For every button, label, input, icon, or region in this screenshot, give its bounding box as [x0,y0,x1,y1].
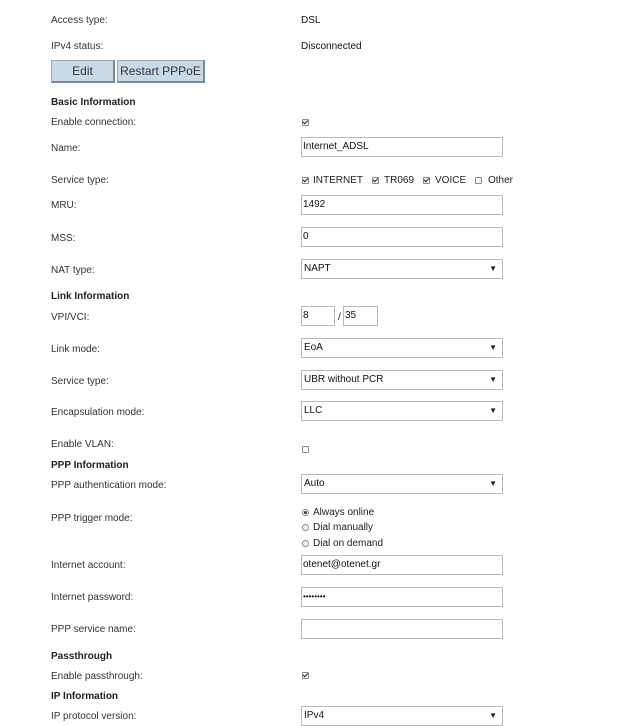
trigger-always-online-radio[interactable] [302,509,309,516]
ipv4-status-label: IPv4 status: [51,41,104,52]
ip-protocol-version-label: IP protocol version: [51,711,137,722]
service-voice-label: VOICE [435,175,467,186]
nat-type-value: NAPT [304,263,331,274]
vpi-vci-label: VPI/VCI: [51,312,90,323]
ppp-service-name-label: PPP service name: [51,624,136,635]
encapsulation-mode-select[interactable] [301,401,503,421]
internet-password-input[interactable]: •••••••• [301,587,503,607]
mru-label: MRU: [51,200,77,211]
service-other-label: Other [488,175,514,186]
link-service-type-label: Service type: [51,376,109,387]
basic-information-heading: Basic Information [51,97,136,108]
ppp-auth-mode-label: PPP authentication mode: [51,480,167,491]
ppp-information-heading: PPP Information [51,460,129,471]
ip-information-heading: IP Information [51,691,119,702]
vpi-vci-separator: / [338,312,341,323]
nat-type-select[interactable] [301,259,503,279]
enable-connection-label: Enable connection: [51,117,137,128]
internet-account-input[interactable]: otenet@otenet.gr [301,555,503,575]
enable-passthrough-label: Enable passthrough: [51,671,143,682]
link-service-type-select[interactable] [301,370,503,390]
internet-password-label: Internet password: [51,592,134,603]
chevron-down-icon: ▼ [489,406,497,415]
name-input[interactable]: Internet_ADSL [301,137,503,157]
service-tr069-checkbox[interactable] [372,177,379,184]
ip-protocol-version-select[interactable] [301,706,503,726]
enable-vlan-label: Enable VLAN: [51,439,114,450]
enable-passthrough-checkbox[interactable] [302,672,309,679]
internet-account-label: Internet account: [51,560,126,571]
ip-protocol-version-value: IPv4 [304,710,325,721]
mss-input[interactable]: 0 [301,227,503,247]
chevron-down-icon: ▼ [489,711,497,720]
chevron-down-icon: ▼ [489,375,497,384]
access-type-label: Access type: [51,15,108,26]
ppp-auth-mode-value: Auto [304,478,325,489]
nat-type-label: NAT type: [51,265,95,276]
enable-connection-checkbox[interactable] [302,119,309,126]
service-tr069-label: TR069 [384,175,415,186]
link-mode-select[interactable] [301,338,503,358]
chevron-down-icon: ▼ [489,479,497,488]
enable-vlan-checkbox[interactable] [302,446,309,453]
service-type-label: Service type: [51,175,109,186]
ppp-service-name-input[interactable] [301,619,503,639]
ipv4-status-value: Disconnected [301,41,362,52]
chevron-down-icon: ▼ [489,343,497,352]
chevron-down-icon: ▼ [489,264,497,273]
encapsulation-mode-label: Encapsulation mode: [51,407,145,418]
trigger-always-online-label: Always online [313,507,375,518]
trigger-dial-on-demand-radio[interactable] [302,540,309,547]
link-information-heading: Link Information [51,291,130,302]
mru-input[interactable]: 1492 [301,195,503,215]
link-mode-label: Link mode: [51,344,100,355]
vci-input[interactable]: 35 [343,306,378,326]
edit-button[interactable]: Edit [51,60,115,83]
service-internet-checkbox[interactable] [302,177,309,184]
name-label: Name: [51,143,81,154]
ppp-trigger-mode-label: PPP trigger mode: [51,513,133,524]
ppp-auth-mode-select[interactable] [301,474,503,494]
passthrough-heading: Passthrough [51,651,113,662]
trigger-dial-manually-label: Dial manually [313,522,374,533]
link-service-type-value: UBR without PCR [304,374,384,385]
service-internet-label: INTERNET [313,175,363,186]
service-other-checkbox[interactable] [475,177,482,184]
trigger-dial-on-demand-label: Dial on demand [313,538,384,549]
link-mode-value: EoA [304,342,323,353]
vpi-input[interactable]: 8 [301,306,335,326]
access-type-value: DSL [301,15,321,26]
mss-label: MSS: [51,233,76,244]
encapsulation-mode-value: LLC [304,405,323,416]
trigger-dial-manually-radio[interactable] [302,524,309,531]
service-voice-checkbox[interactable] [423,177,430,184]
restart-pppoe-button[interactable]: Restart PPPoE [117,60,205,83]
